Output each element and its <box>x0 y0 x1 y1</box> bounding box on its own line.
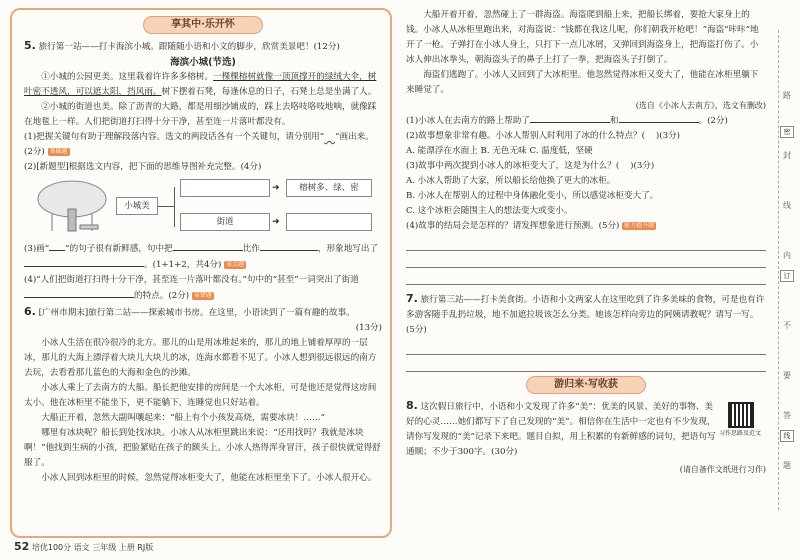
question-6: 6. [广州市期末]旅行第二站——探索城市书房。在这里，小语读到了一篇有趣的故事。 (13分) 小冰人生活在很冷很冷的北方。那儿的山是用冰堆起来的，那儿的地上铺着厚厚的一层冰，那儿的大海上漂浮着大块儿大块儿的冰，连海水都看不见了。小冰人想到很远很远的南方去玩，去看看那儿蓝色的大海和金色的沙滩。 小冰人乘上了去南方的大船。船长把他安排的房间是一个大冰柜，可是他还是觉得这房间太小。他在冰柜里不能坐下，更不能躺下，连睡觉也只好站着。 大船正开着，忽然大副叫嚷起来：“船上有个小孩发高烧，需要冰块！……” 哪里有冰块呢？船长到处找冰块。小冰人从冰柜里跳出来说：“还用找吗？我就是冰块啊！”他找到生病的小孩，把脸紧贴在孩子的额头上。小冰人热得浑身冒汗，孩子很快就觉得舒服了。 小冰人回到冰柜里的时候，忽然觉得冰柜变大了，他能在冰柜里坐下了。小冰人很开心。 <box>24 304 382 486</box>
answer-line[interactable] <box>406 358 766 372</box>
story-paragraph: 大船正开着，忽然大副叫嚷起来：“船上有个小孩发高烧，需要冰块！……” <box>41 413 325 423</box>
q5-sub4: (4)“人们把街道打扫得十分干净，甚至连一片落叶都没有。”句中的“甚至”一词突出了街道的特点。(2分) 易错题 <box>24 275 359 301</box>
story-paragraph: 小冰人乘上了去南方的大船。船长把他安排的房间是一个大冰柜，可是他还是觉得这房间太小。他在冰柜里不能坐下，更不能躺下，连睡觉也只好站着。 <box>24 383 377 408</box>
question-8: 8. 这次假日旅行中，小语和小文发现了许多“美”：优美的风景、美好的事物、美好的心灵……她们都写下了自己发现的“美”。相信你在生活中一定也有不少发现，请你写发现的“美”记录下来吧。题目自拟，用上积累的有新鲜感的词句，把语句写通顺；不少于300字。(30分) 习作思路及范文 <box>406 398 766 460</box>
seal-box: 订 <box>780 270 794 282</box>
story-paragraph: 海盗们逃跑了。小冰人又回到了大冰柜里。他忽然觉得冰柜又变大了，他能在冰柜里躺下来睡觉了。 <box>406 70 759 95</box>
right-column <box>406 8 766 543</box>
footer-text: 培优100分 语文 三年级 上册 RJ版 <box>31 543 154 552</box>
tag-basic: 基础题 <box>49 147 68 155</box>
seal-box: 线 <box>780 430 794 442</box>
q5-sub2: (2)[新题型]根据选文内容，把下面的思维导图补充完整。(4分) <box>24 162 262 172</box>
tag-key: 重点题 <box>226 260 245 268</box>
section-banner-enjoy: 享其中·乐开怀 <box>143 16 263 34</box>
q6-sub1: (1)小冰人在去南方的路上帮助了 和 。(2分) <box>406 113 766 129</box>
answer-line[interactable] <box>406 237 766 251</box>
q8-note: (请自备作文纸进行习作) <box>679 465 766 474</box>
mind-box-trees: 榕树多、绿、密 <box>286 179 372 197</box>
answer-line[interactable] <box>406 341 766 355</box>
q6-sub2: (2)故事想象非常有趣。小冰人帮别人时利用了冰的什么特点？( )(3分) <box>406 131 681 141</box>
qr-label: 习作思路及范文 <box>718 430 761 437</box>
tag-ability: 能力提升题 <box>624 221 655 229</box>
question-7: 7. 旅行第三站——打卡美食街。小语和小文两家人在这里吃到了许多美味的食物，可是也有许多游客随手乱扔垃圾，地不加遮拉圾该怎么分类。她该怎样向旁边的阿姨请教呢？请写一写。(5分) <box>406 292 765 335</box>
binding-sidebar: 路 密 封 线 内 订 不 要 答 线 题 <box>778 30 798 510</box>
story-paragraph: 小冰人回到冰柜里的时候，忽然觉得冰柜变大了，他能在冰柜里坐下了。小冰人很开心。 <box>41 473 377 483</box>
story-paragraph: 大船开着开着，忽然碰上了一群海盗。海盗爬到船上来，把船长绑着，要抢大家身上的钱。小冰人从冰柜里跑出来，对海盗说：“钱都在我这儿呢，你们朝我开枪吧！”海盗“咔咔”地开了一枪。子弹打在小冰人身上，只打下一点儿冰屑，又弹回到海盗身上，把海盗打伤了。小冰人伸出冰拳头，朝海盗头子的鼻子上打了一拳，把海盗头子打倒了。 <box>406 10 759 65</box>
q5-sub1: (1)把握关键句有助于理解段落内容。选文的两段话各有一个关键句，请分别用“ ”画出来。(2分) 基础题 <box>24 132 374 157</box>
q5-paragraph-2: ②小城的街道也美。除了沥青的大路，都是用细沙铺成的，踩上去咯吱咯吱地响，就像踩在地毯上一样。人们把街道打扫得十分干净，甚至连一片落叶都没有。 <box>24 102 377 127</box>
story-source: (选自《小冰人去南方》，选文有删改) <box>635 101 766 110</box>
mind-box-street: 街道 <box>180 213 270 231</box>
mind-blank-box-2[interactable] <box>286 213 372 231</box>
q5-sub3: (3)画“ ”的句子很有新鲜感，句中把 比作 ，形象地写出了。(1+1+2，共4分) 重点题 <box>24 241 382 273</box>
section-banner-return: 游归来·写收获 <box>526 376 646 394</box>
mind-center-box: 小城美 <box>116 197 158 215</box>
arrow-right-icon: ➜ <box>272 183 280 193</box>
option-c: C. 这个冰柜会随围主人的想法变大或变小。 <box>406 206 573 216</box>
tag-hard: 易错题 <box>193 291 212 299</box>
page-footer <box>14 540 153 553</box>
q5-number: 5. <box>24 39 36 52</box>
story-paragraph: 哪里有冰块呢？船长到处找冰块。小冰人从冰柜里跳出来说：“还用找吗？我就是冰块啊！”他找到生病的小孩，把脸紧贴在孩子的额头上。小冰人热得浑身冒汗，孩子很快就觉得舒服了。 <box>24 428 381 468</box>
q5-paragraph-1: ①小城的公园更美。这里栽着许许多多榕树。一棵棵榕树就像一顶顶撑开的绿绒大伞，树叶密不透风，可以遮太阳，挡风雨。树下摆着石凳，每逢休息的日子，石凳上总是坐满了人。 <box>24 72 377 97</box>
passage-title: 海滨小城(节选) <box>170 57 236 68</box>
q6-sub3: (3)故事中两次提到小冰人的冰柜变大了，这是为什么？( )(3分) <box>406 161 655 171</box>
mind-blank-box-1[interactable] <box>180 179 270 197</box>
q6-number: 6. <box>24 305 36 318</box>
q6-sub2-options: A. 能漂浮在水面上 B. 无色无味 C. 温度低，坚硬 <box>406 146 593 156</box>
q5-key-sentence: 一棵棵榕树就像一顶顶撑开的绿绒大伞，树叶密不透风，可以遮太阳，挡风雨。 <box>24 72 377 97</box>
seal-box: 密 <box>780 126 794 138</box>
answer-line[interactable] <box>406 254 766 268</box>
page-number: 52 <box>14 540 30 553</box>
qr-code-icon[interactable] <box>728 402 754 428</box>
tree-illustration <box>32 179 112 235</box>
option-b: B. 小冰人在帮别人的过程中身体融化变小，所以感觉冰柜变大了。 <box>406 191 659 201</box>
left-column <box>10 8 392 538</box>
q5-intro: 旅行第一站——打卡海滨小城。跟随随小语和小文的脚步，欣赏美景吧！(12分) <box>38 42 340 52</box>
arrow-right-icon: ➜ <box>272 217 280 227</box>
mind-map <box>24 177 382 237</box>
option-a: A. 小冰人帮助了大家，所以船长给他换了更大的冰柜。 <box>406 176 616 186</box>
q6-sub4: (4)故事的结局会是怎样的？请发挥想象进行预测。(5分) 能力提升题 <box>406 221 655 231</box>
answer-line[interactable] <box>406 271 766 285</box>
story-paragraph: 小冰人生活在很冷很冷的北方。那儿的山是用冰堆起来的，那儿的地上铺着厚厚的一层冰，那儿的大海上漂浮着大块儿大块儿的冰，连海水都看不见了。小冰人想到很远很远的南方去玩，去看看那儿蓝色的大海和金色的沙滩。 <box>24 338 377 378</box>
question-5 <box>24 38 382 304</box>
